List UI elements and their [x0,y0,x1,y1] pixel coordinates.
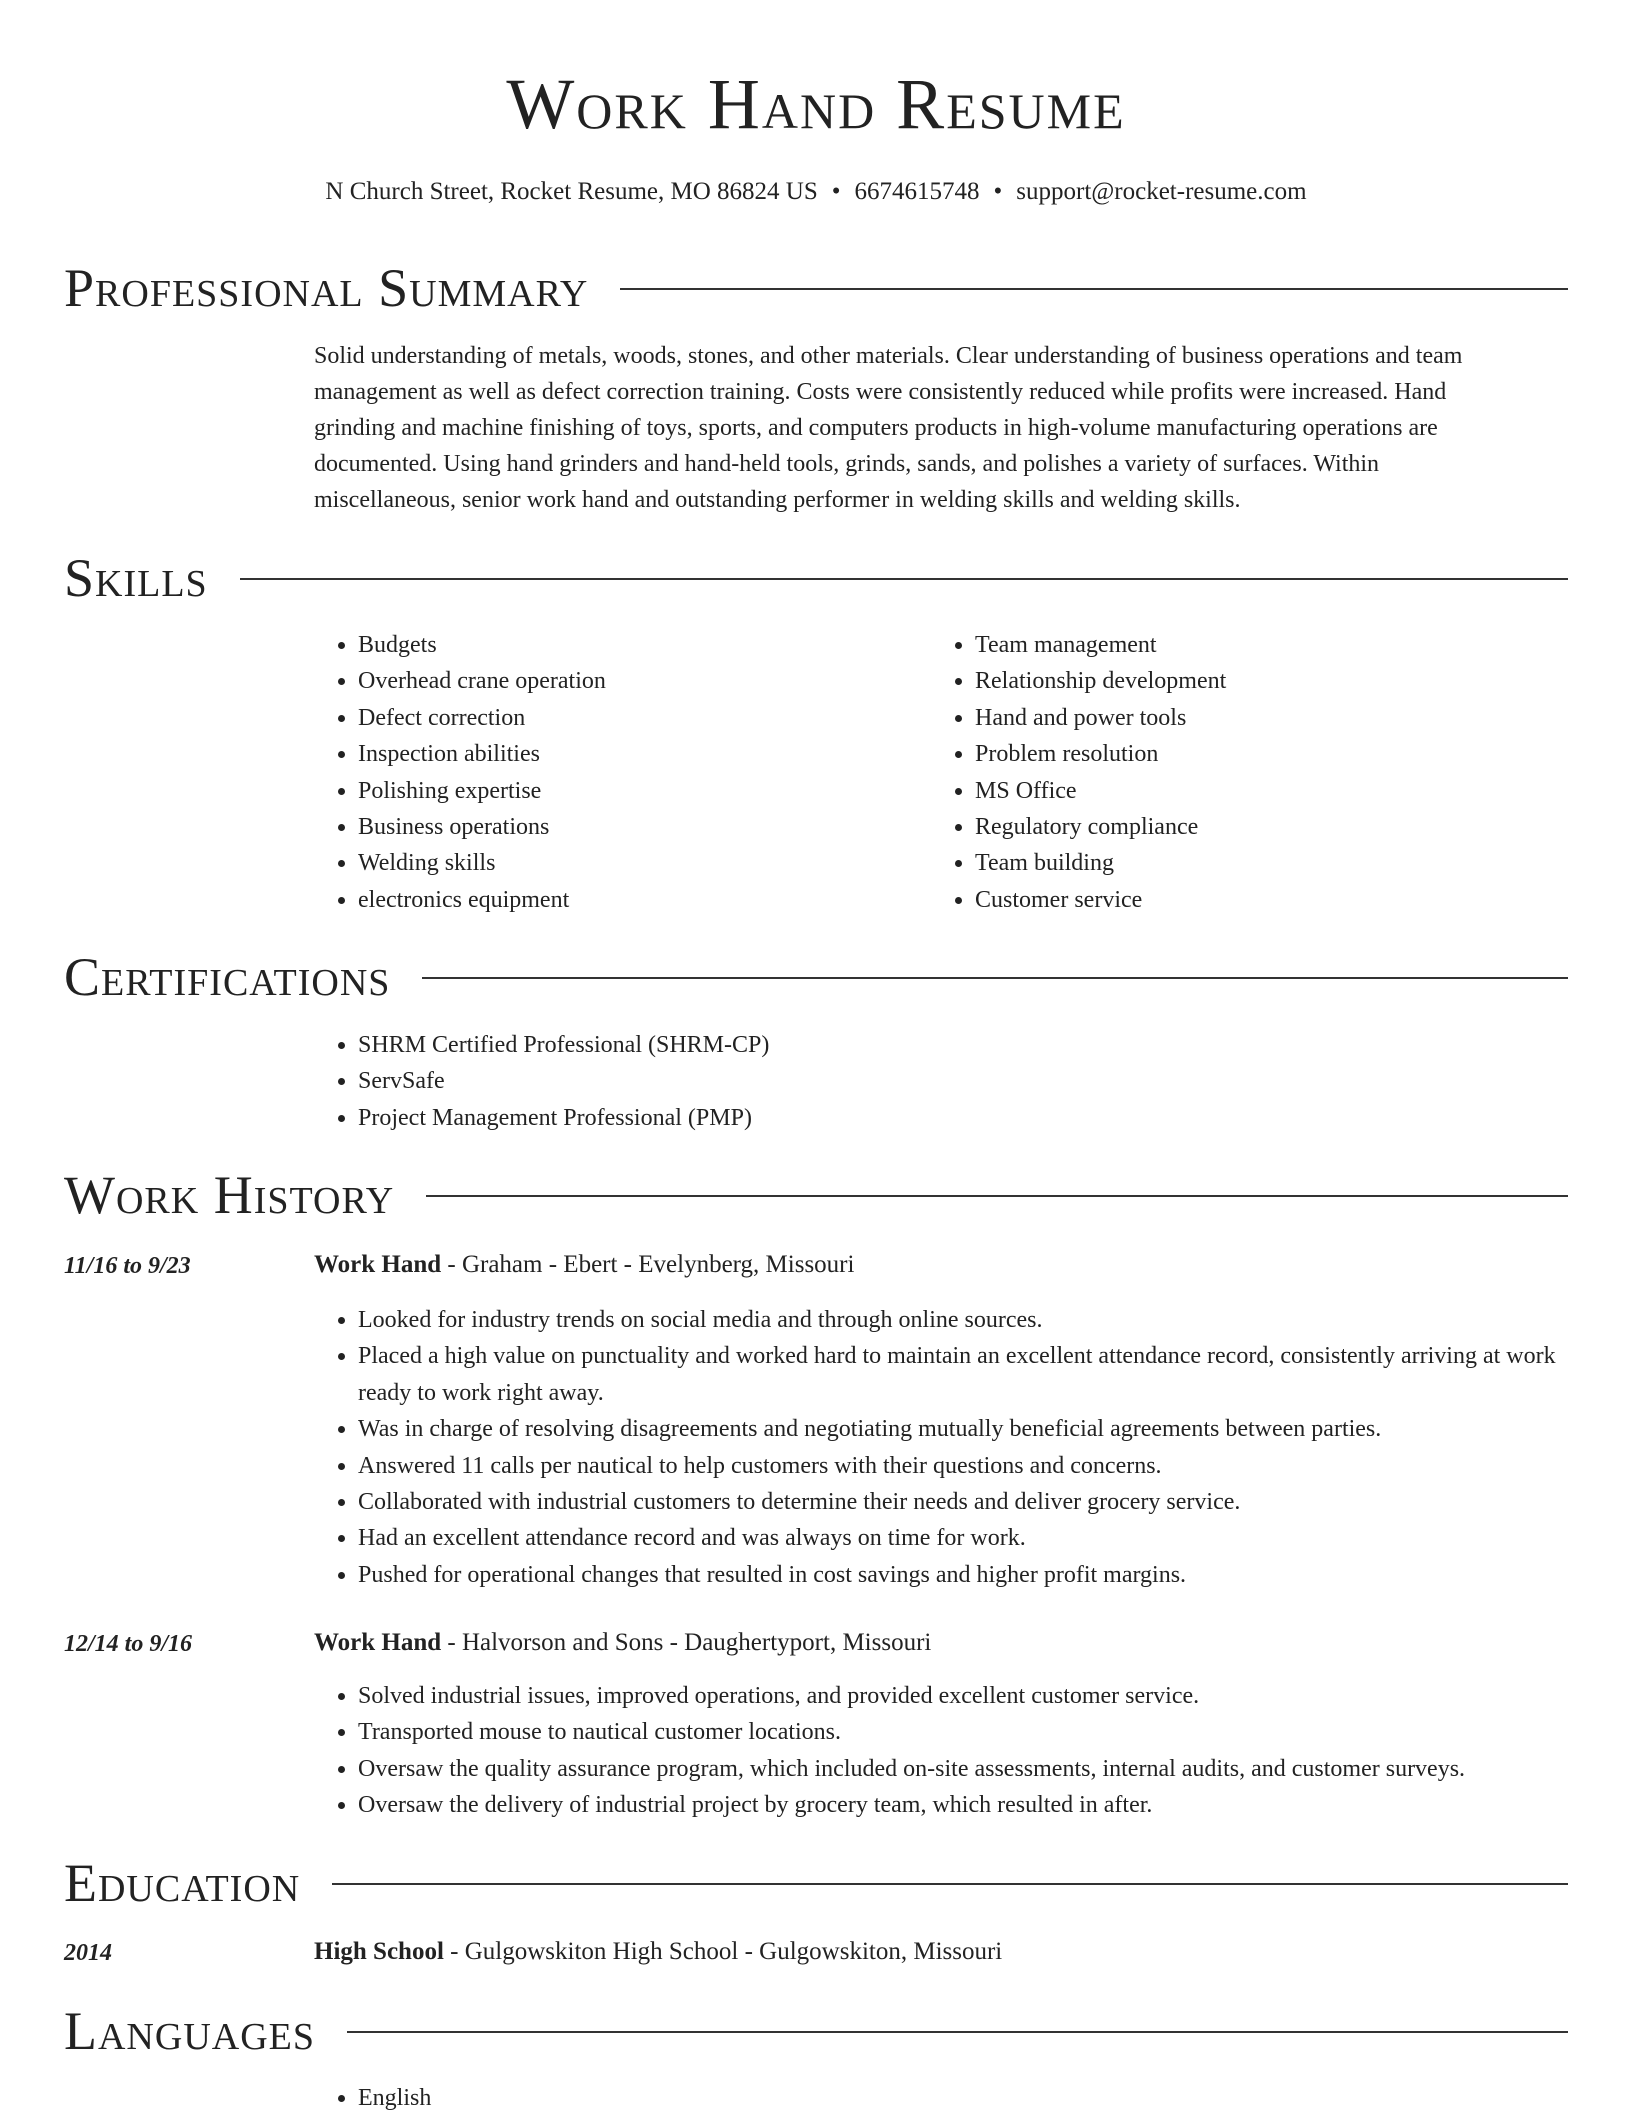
skill-item: • Customer service [975,882,1535,918]
job-bullet: • Was in charge of resolving disagreements and negotiating mutually beneficial agreements between parties. [358,1411,1608,1447]
education-degree: High School [314,1938,444,1965]
skills-list-right [931,627,1535,918]
summary-section-header [64,253,1568,323]
skill-item: • Welding skills [358,845,918,881]
certification-item: • ServSafe [358,1063,1558,1099]
job-heading [314,1625,931,1661]
certifications-list [314,1027,1558,1136]
skills-list-left [314,627,918,918]
job-bullet: • Pushed for operational changes that resulted in cost savings and higher profit margins. [358,1557,1608,1593]
job-bullet: • Oversaw the quality assurance program, which included on-site assessments, internal audits, and customer surveys. [358,1751,1608,1787]
contact-separator: • [993,178,1003,205]
job-bullet: • Placed a high value on punctuality and worked hard to maintain an excellent attendance record, consistently arriving at work ready to work right away. [358,1338,1608,1411]
job-employer-location: - Halvorson and Sons - Daughertyport, Missouri [441,1629,932,1656]
skill-item: • Business operations [358,809,918,845]
section-divider [426,1195,1568,1197]
contact-address: N Church Street, Rocket Resume, MO 86824 US [325,178,818,205]
skill-item: • Team management [975,627,1535,663]
section-divider [332,1883,1568,1885]
job-bullet: • Answered 11 calls per nautical to help customers with their questions and concerns. [358,1448,1608,1484]
skill-item: • Problem resolution [975,736,1535,772]
contact-phone: 6674615748 [854,178,980,205]
job-dates: 11/16 to 9/23 [64,1253,191,1279]
job-dates: 12/14 to 9/16 [64,1631,193,1657]
education-year: 2014 [64,1940,112,1966]
contact-separator: • [831,178,841,205]
summary-title: Professional Summary [64,258,589,318]
language-item: • English [358,2080,1558,2116]
contact-email: support@rocket-resume.com [1016,178,1307,205]
job-bullet: • Transported mouse to nautical customer locations. [358,1714,1608,1750]
skill-item: • Hand and power tools [975,700,1535,736]
section-divider [422,977,1568,979]
job-bullets [314,1302,1608,1593]
section-divider [347,2031,1568,2033]
job-employer-location: - Graham - Ebert - Evelynberg, Missouri [441,1251,855,1278]
job-bullets [314,1678,1608,1824]
languages-list [314,2080,1558,2116]
job-title: Work Hand [314,1629,442,1656]
summary-text: Solid understanding of metals, woods, stones, and other materials. Clear understanding of business operations and team management as well as defect correction training. Costs were consistently reduced while profits were increased. Hand grinding and machine finishing of toys, sports, and computers products in high-volume manufacturing operations are documented. Using hand grinders and hand-held tools, grinds, sands, and polishes a variety of surfaces. Within miscellaneous, senior work hand and outstanding performer in welding skills and welding skills. [314,343,1463,513]
skill-item: • Budgets [358,627,918,663]
skill-item: • electronics equipment [358,882,918,918]
job-bullet: • Oversaw the delivery of industrial project by grocery team, which resulted in after. [358,1787,1608,1823]
education-title: Education [64,1853,301,1913]
education-heading [314,1934,1002,1970]
certifications-title: Certifications [64,947,391,1007]
skill-item: • Overhead crane operation [358,663,918,699]
work-history-title: Work History [64,1165,395,1225]
certifications-section-header [64,942,1568,1012]
job-bullet: • Had an excellent attendance record and was always on time for work. [358,1520,1608,1556]
job-bullet: • Solved industrial issues, improved operations, and provided excellent customer service. [358,1678,1608,1714]
job-bullet: • Looked for industry trends on social media and through online sources. [358,1302,1608,1338]
job-title: Work Hand [314,1251,442,1278]
skill-item: • Regulatory compliance [975,809,1535,845]
contact-line [0,174,1632,210]
work-history-section-header [64,1160,1568,1230]
languages-section-header [64,1996,1568,2066]
certification-item: • Project Management Professional (PMP) [358,1100,1558,1136]
skill-item: • Team building [975,845,1535,881]
languages-title: Languages [64,2001,315,2061]
skills-title: Skills [64,548,208,608]
skill-item: • Defect correction [358,700,918,736]
skills-section-header [64,543,1568,613]
skill-item: • Polishing expertise [358,773,918,809]
skill-item: • Relationship development [975,663,1535,699]
job-heading [314,1247,854,1283]
resume-name: Work Hand Resume [506,64,1126,144]
skill-item: • MS Office [975,773,1535,809]
job-bullet: • Collaborated with industrial customers to determine their needs and deliver grocery service. [358,1484,1608,1520]
section-divider [240,578,1568,580]
certification-item: • SHRM Certified Professional (SHRM-CP) [358,1027,1558,1063]
section-divider [620,288,1568,290]
skill-item: • Inspection abilities [358,736,918,772]
education-school-location: - Gulgowskiton High School - Gulgowskiton, Missouri [443,1938,1003,1965]
education-section-header [64,1848,1568,1918]
